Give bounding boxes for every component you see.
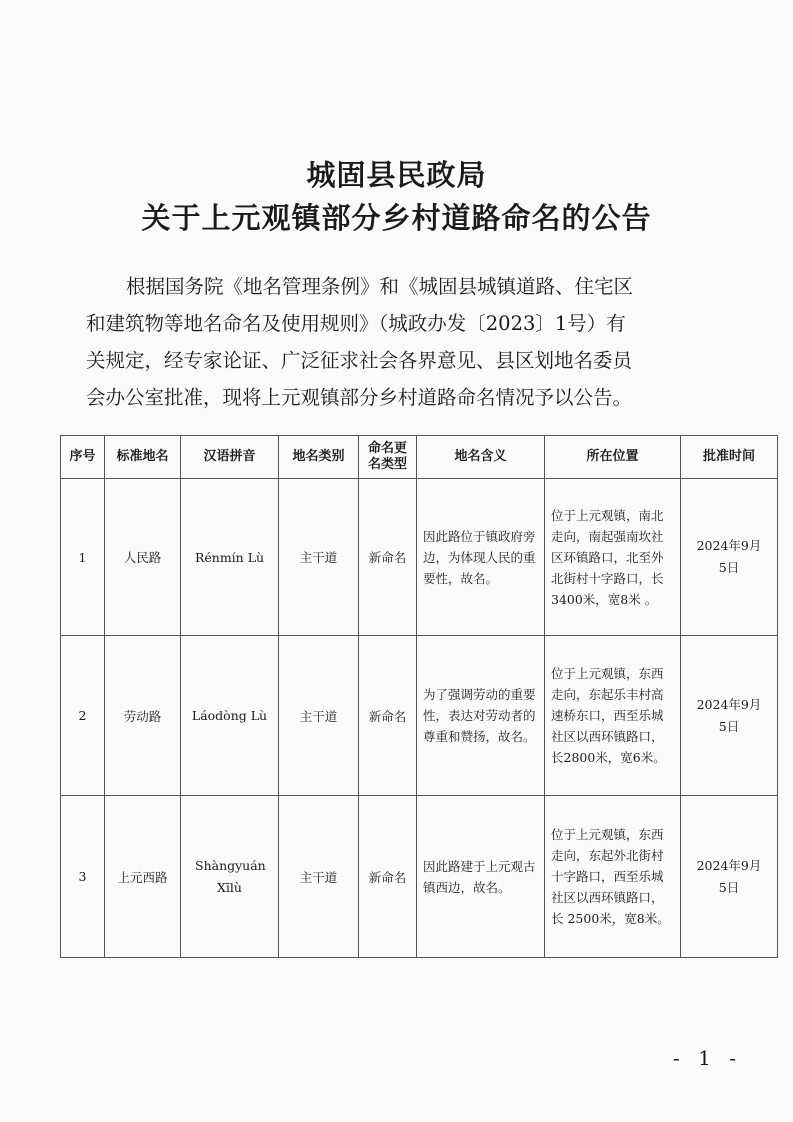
header-pinyin: 汉语拼音 (181, 436, 279, 479)
cell-type: 新命名 (359, 796, 417, 958)
cell-no: 1 (61, 479, 105, 636)
cell-location: 位于上元观镇，东西走向，东起外北街村十字路口，西至乐城社区以西环镇路口，长 2500米，宽8米。 (545, 796, 681, 958)
cell-meaning: 为了强调劳动的重要性，表达对劳动者的尊重和赞扬，故名。 (417, 636, 545, 796)
cell-type: 新命名 (359, 636, 417, 796)
cell-location: 位于上元观镇，南北走向，南起强南坎社区环镇路口，北至外北街村十字路口，长3400米，宽8米 。 (545, 479, 681, 636)
header-no: 序号 (61, 436, 105, 479)
table-row (61, 479, 778, 636)
cell-pinyin: Shàngyuán Xīlù (181, 796, 279, 958)
cell-meaning: 因此路建于上元观古镇西边，故名。 (417, 796, 545, 958)
body-line-2: 和建筑物等地名命名及使用规则》（城政办发〔2023〕1号）有 (86, 312, 626, 335)
cell-name: 人民路 (105, 479, 181, 636)
body-line-3: 关规定，经专家论证、广泛征求社会各界意见、县区划地名委员 (86, 349, 633, 372)
cell-name: 劳动路 (105, 636, 181, 796)
cell-category: 主干道 (279, 479, 359, 636)
doc-title-line1: 城固县民政局 (306, 158, 487, 192)
cell-meaning: 因此路位于镇政府旁边，为体现人民的重要性，故名。 (417, 479, 545, 636)
cell-time: 2024年9月5日 (681, 796, 778, 958)
cell-type: 新命名 (359, 479, 417, 636)
doc-title-line2: 关于上元观镇部分乡村道路命名的公告 (141, 201, 652, 235)
cell-name: 上元西路 (105, 796, 181, 958)
header-time: 批准时间 (681, 436, 778, 479)
cell-pinyin: Láodòng Lù (181, 636, 279, 796)
body-line-4: 会办公室批准，现将上元观镇部分乡村道路命名情况予以公告。 (86, 386, 633, 409)
table-row (61, 636, 778, 796)
header-location: 所在位置 (545, 436, 681, 479)
cell-category: 主干道 (279, 636, 359, 796)
page-number: - 1 - (673, 1046, 742, 1070)
table-header-row (61, 436, 778, 479)
body-line-1: 根据国务院《地名管理条例》和《城固县城镇道路、住宅区 (126, 275, 634, 298)
header-meaning: 地名含义 (417, 436, 545, 479)
announcement-body (86, 268, 704, 416)
road-naming-table (60, 435, 778, 958)
cell-no: 3 (61, 796, 105, 958)
cell-location: 位于上元观镇，东西走向，东起乐丰村高速桥东口，西至乐城社区以西环镇路口，长2800米，宽6米。 (545, 636, 681, 796)
cell-category: 主干道 (279, 796, 359, 958)
cell-time: 2024年9月5日 (681, 479, 778, 636)
table-row (61, 796, 778, 958)
cell-no: 2 (61, 636, 105, 796)
cell-time: 2024年9月5日 (681, 636, 778, 796)
header-category: 地名类别 (279, 436, 359, 479)
cell-pinyin: Rénmín Lù (181, 479, 279, 636)
header-name: 标准地名 (105, 436, 181, 479)
header-type: 命名更名类型 (359, 436, 417, 479)
